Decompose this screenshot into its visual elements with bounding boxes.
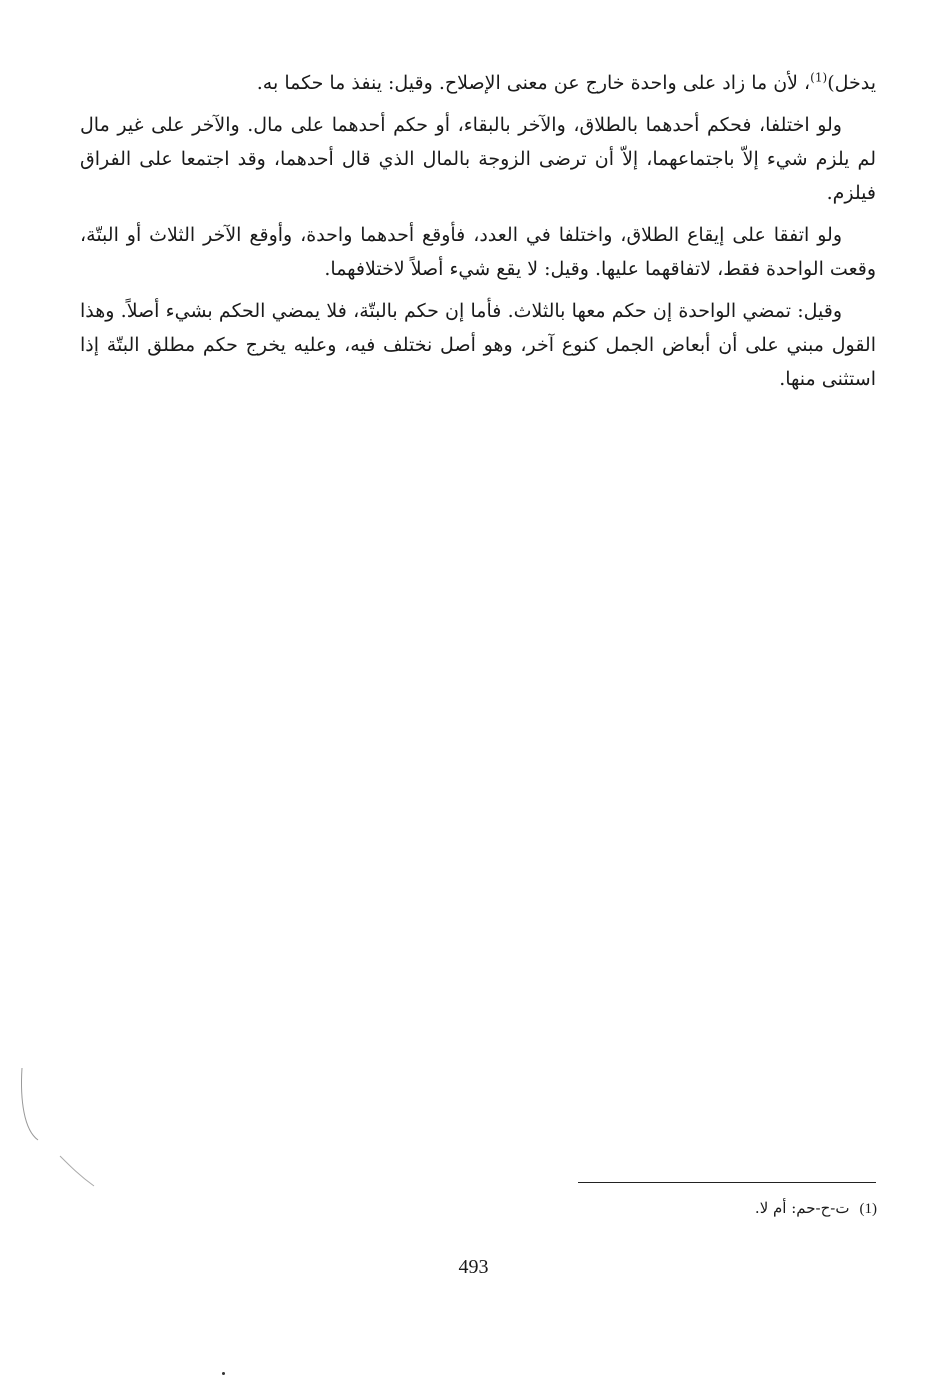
main-text [80,66,876,404]
page-number: 493 [458,1256,489,1278]
paragraph-1-rest: ، لأن ما زاد على واحدة خارج عن معنى الإصلاح. وقيل: ينفذ ما حكما به. [256,72,811,94]
footnote-number: (1) [859,1201,877,1217]
paragraph-3: ولو اتفقا على إيقاع الطلاق، واختلفا في العدد، فأوقع أحدهما واحدة، وأوقع الآخر الثلاث أو البتّة، وقعت الواحدة فقط، لاتفاقهما عليها. وقيل: لا يقع شيء أصلاً لاختلافهما. [80,224,876,280]
scan-artifact-curve [0,1060,110,1200]
footnote-divider [578,1182,876,1183]
paragraph-1 [80,66,876,100]
paragraph-2: ولو اختلفا، فحكم أحدهما بالطلاق، والآخر بالبقاء، أو حكم أحدهما على مال. والآخر على غير مال لم يلزم شيء إلاّ باجتماعهما، إلاّ أن ترضى الزوجة بالمال الذي قال أحدهما، وقد اجتمعا على الفراق فيلزم. [80,114,876,204]
footnote-reference: (1) [810,70,828,85]
footnote-text: ت-ح-حم: أم لا. [754,1199,850,1217]
paragraph-4: وقيل: تمضي الواحدة إن حكم معها بالثلاث. فأما إن حكم بالبتّة، فلا يمضي الحكم بشيء أصلاً. وهذا القول مبني على أن أبعاض الجمل كنوع آخر، وهو أصل نختلف فيه، وعليه يخرج حكم مطلق البتّة إذا استثنى منها. [80,300,876,390]
scan-artifact-dot [222,1372,225,1375]
footnote [477,1195,877,1222]
paragraph-1-start: يدخل) [827,72,876,94]
